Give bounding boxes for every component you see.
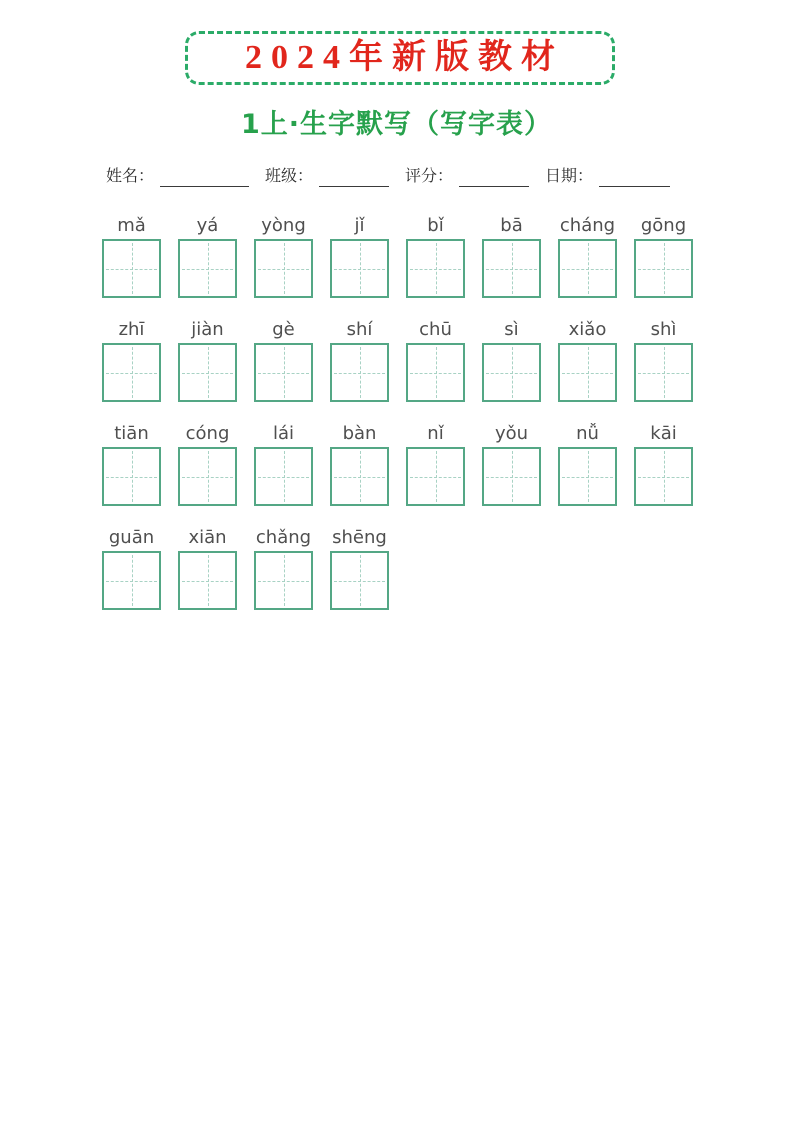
pinyin-cell [178,423,237,506]
pinyin-label: bàn [342,423,377,444]
grid-row [102,215,793,298]
character-grid-box [482,239,541,298]
pinyin-cell [254,423,313,506]
pinyin-cell [482,423,541,506]
character-grid-box [102,343,161,402]
pinyin-label: nǐ [427,423,444,444]
pinyin-cell [406,319,465,402]
character-grid-box [634,343,693,402]
grid-guide-horizontal [258,477,309,478]
class-blank-line [319,168,389,187]
grid-guide-horizontal [258,269,309,270]
character-grid-box [330,239,389,298]
grid-guide-horizontal [258,581,309,582]
grid-guide-horizontal [334,373,385,374]
grid-guide-horizontal [638,373,689,374]
grid-guide-horizontal [486,373,537,374]
name-blank-line [160,168,249,187]
character-grid-box [406,343,465,402]
pinyin-cell [330,423,389,506]
pinyin-label: kāi [650,423,677,444]
pinyin-cell [406,423,465,506]
pinyin-cell [558,423,617,506]
pinyin-label: yǒu [494,423,529,444]
grid-row [102,423,793,506]
pinyin-cell [102,423,161,506]
pinyin-cell [102,215,161,298]
pinyin-cell [634,423,693,506]
pinyin-label: xiǎo [568,319,607,340]
grid-guide-horizontal [182,581,233,582]
grid-guide-horizontal [106,373,157,374]
pinyin-label: tiān [114,423,149,444]
pinyin-cell [330,527,389,610]
pinyin-label: yá [196,215,219,236]
info-label-class: 班级： [265,168,314,185]
pinyin-label: yòng [261,215,306,236]
pinyin-label: xiān [188,527,227,548]
grid-guide-horizontal [106,269,157,270]
pinyin-label: nǚ [576,423,599,444]
character-grid-box [178,239,237,298]
pinyin-cell [102,319,161,402]
character-grid-box [102,551,161,610]
grid-row [102,527,793,610]
character-grid-box [254,343,313,402]
grid-guide-horizontal [334,581,385,582]
grid-guide-horizontal [182,373,233,374]
title-banner [185,31,615,85]
grid-guide-horizontal [334,477,385,478]
info-row [106,166,793,187]
pinyin-label: cháng [559,215,616,236]
pinyin-label: gè [272,319,295,340]
character-grid-box [330,343,389,402]
character-grid-box [558,239,617,298]
pinyin-cell [558,319,617,402]
pinyin-cell [102,527,161,610]
character-grid-box [558,447,617,506]
character-grid-box [330,551,389,610]
character-grid-box [634,239,693,298]
grid-guide-horizontal [410,269,461,270]
grid-guide-horizontal [334,269,385,270]
character-grid-box [178,447,237,506]
pinyin-grid [102,215,793,610]
pinyin-cell [634,215,693,298]
page-subtitle: 1上·生字默写（写字表） [240,109,553,140]
character-grid-box [102,239,161,298]
pinyin-cell [178,527,237,610]
grid-guide-horizontal [486,269,537,270]
grid-guide-horizontal [258,373,309,374]
info-field-name [106,167,249,187]
title-text: 2024年新版教材 [245,39,564,76]
pinyin-label: jǐ [354,215,365,236]
grid-guide-horizontal [106,477,157,478]
grid-guide-horizontal [562,269,613,270]
pinyin-label: gōng [640,215,687,236]
grid-guide-horizontal [410,373,461,374]
info-label-name: 姓名： [106,168,155,185]
pinyin-cell [558,215,617,298]
pinyin-label: chū [419,319,452,340]
character-grid-box [482,343,541,402]
pinyin-cell [330,319,389,402]
pinyin-label: shēng [332,527,387,548]
pinyin-cell [634,319,693,402]
info-field-score [405,167,529,187]
grid-guide-horizontal [106,581,157,582]
grid-guide-horizontal [638,477,689,478]
pinyin-cell [482,215,541,298]
info-field-class [265,167,389,187]
score-blank-line [459,168,529,187]
pinyin-cell [254,527,313,610]
pinyin-label: shí [346,319,373,340]
pinyin-label: chǎng [255,527,312,548]
info-label-score: 评分： [405,168,454,185]
character-grid-box [178,343,237,402]
pinyin-cell [254,319,313,402]
character-grid-box [482,447,541,506]
pinyin-cell [406,215,465,298]
pinyin-label: mǎ [117,215,146,236]
grid-guide-horizontal [182,477,233,478]
pinyin-label: lái [272,423,295,444]
info-label-date: 日期： [545,168,594,185]
info-field-date [545,167,670,187]
grid-guide-horizontal [410,477,461,478]
grid-guide-horizontal [562,477,613,478]
pinyin-label: zhī [118,319,145,340]
grid-guide-horizontal [486,477,537,478]
pinyin-cell [254,215,313,298]
grid-row [102,319,793,402]
pinyin-label: shì [650,319,677,340]
character-grid-box [254,551,313,610]
pinyin-cell [482,319,541,402]
character-grid-box [254,447,313,506]
pinyin-label: bǐ [427,215,444,236]
character-grid-box [254,239,313,298]
pinyin-cell [330,215,389,298]
pinyin-label: bā [500,215,523,236]
pinyin-label: guān [108,527,155,548]
character-grid-box [558,343,617,402]
grid-guide-horizontal [638,269,689,270]
pinyin-label: cóng [185,423,230,444]
pinyin-label: sì [504,319,519,340]
pinyin-cell [178,215,237,298]
character-grid-box [330,447,389,506]
pinyin-cell [178,319,237,402]
character-grid-box [102,447,161,506]
grid-guide-horizontal [182,269,233,270]
character-grid-box [406,447,465,506]
character-grid-box [634,447,693,506]
character-grid-box [406,239,465,298]
grid-guide-horizontal [562,373,613,374]
character-grid-box [178,551,237,610]
pinyin-label: jiàn [191,319,224,340]
date-blank-line [599,168,670,187]
